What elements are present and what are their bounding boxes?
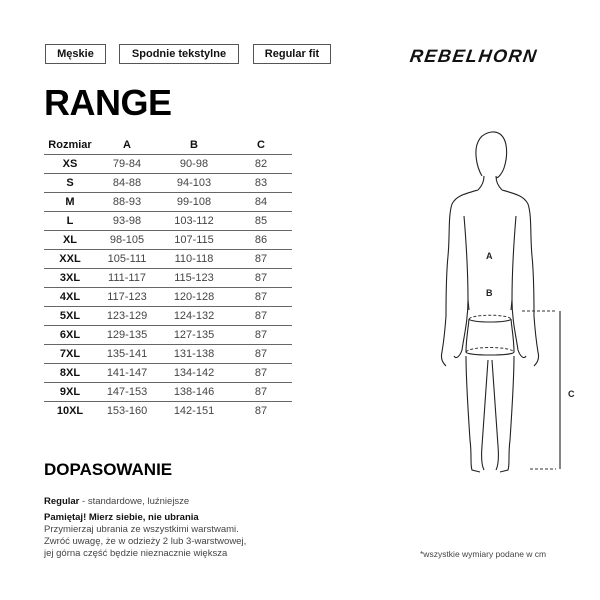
cell-b: 134-142 — [158, 364, 230, 383]
cell-size: M — [44, 193, 96, 212]
cell-a: 135-141 — [96, 345, 158, 364]
cell-b: 90-98 — [158, 155, 230, 174]
cell-a: 98-105 — [96, 231, 158, 250]
cell-c: 85 — [230, 212, 292, 231]
cell-c: 87 — [254, 405, 268, 417]
cell-c: 84 — [230, 193, 292, 212]
table-row — [44, 288, 292, 307]
cell-size: 9XL — [44, 383, 96, 402]
label-c: C — [568, 389, 575, 399]
header-size: Rozmiar — [44, 136, 96, 155]
cell-size: 5XL — [44, 307, 96, 326]
tag-gender: Męskie — [45, 44, 106, 64]
cell-a: 105-111 — [96, 250, 158, 269]
header-a: A — [96, 136, 158, 155]
cell-c: 86 — [230, 231, 292, 250]
table-row — [44, 155, 292, 174]
table-row — [44, 364, 292, 383]
cell-b: 94-103 — [158, 174, 230, 193]
table-row — [44, 383, 292, 402]
cell-b: 142-151 — [173, 405, 215, 417]
cell-c: 87 — [230, 345, 292, 364]
cell-c: 87 — [230, 364, 292, 383]
table-row — [44, 402, 292, 421]
label-a: A — [486, 251, 493, 261]
table-row — [44, 345, 292, 364]
cell-a: 84-88 — [96, 174, 158, 193]
cell-size: XL — [44, 231, 96, 250]
table-row — [44, 212, 292, 231]
tag-category: Spodnie tekstylne — [119, 44, 239, 64]
cell-b: 120-128 — [158, 288, 230, 307]
cell-size: XXL — [44, 250, 96, 269]
cell-b: 107-115 — [158, 231, 230, 250]
tag-fit: Regular fit — [253, 44, 331, 64]
table-row — [44, 250, 292, 269]
table-row — [44, 174, 292, 193]
reminder-line: jej górna część będzie nieznacznie większa — [44, 548, 228, 559]
fit-description — [44, 496, 246, 508]
table-row — [44, 231, 292, 250]
cell-size: 6XL — [44, 326, 96, 345]
table-row — [44, 326, 292, 345]
reminder-title: Pamiętaj! Mierz siebie, nie ubrania — [44, 512, 199, 523]
fit-section-title: DOPASOWANIE — [44, 460, 173, 479]
cell-a: 93-98 — [96, 212, 158, 231]
cell-b: 131-138 — [158, 345, 230, 364]
table-row — [44, 193, 292, 212]
brand-logo: REBELHORN — [408, 46, 539, 66]
table-row — [44, 307, 292, 326]
cell-b: 115-123 — [158, 269, 230, 288]
body-measurement-figure — [420, 120, 590, 480]
header-c: C — [230, 136, 292, 155]
units-footnote: *wszystkie wymiary podane w cm — [420, 549, 547, 559]
cell-c: 87 — [230, 250, 292, 269]
cell-a: 141-147 — [96, 364, 158, 383]
cell-c: 87 — [230, 269, 292, 288]
cell-b: 124-132 — [158, 307, 230, 326]
cell-a: 111-117 — [96, 269, 158, 288]
cell-size: 3XL — [44, 269, 96, 288]
fit-notes — [44, 496, 246, 560]
cell-a: 117-123 — [96, 288, 158, 307]
cell-a: 129-135 — [96, 326, 158, 345]
size-table — [44, 136, 292, 420]
reminder-line: Zwróć uwagę, że w odzieży 2 lub 3-warstwowej, — [44, 536, 247, 547]
cell-a: 147-153 — [96, 383, 158, 402]
label-b: B — [486, 288, 493, 298]
table-header-row — [44, 136, 292, 155]
cell-size: 4XL — [44, 288, 96, 307]
cell-c: 83 — [230, 174, 292, 193]
cell-c: 87 — [230, 288, 292, 307]
cell-size: XS — [44, 155, 96, 174]
cell-a: 79-84 — [96, 155, 158, 174]
measure-b-line — [466, 348, 514, 353]
fit-desc: - standardowe, luźniejsze — [79, 496, 190, 507]
reminder-line: Przymierzaj ubrania ze wszystkimi warstwami. — [44, 524, 239, 535]
neck-left — [478, 176, 484, 190]
page-title: RANGE — [44, 82, 172, 123]
cell-c: 82 — [230, 155, 292, 174]
cell-a: 153-160 — [106, 405, 148, 417]
cell-size: 10XL — [56, 405, 84, 417]
cell-b: 99-108 — [158, 193, 230, 212]
cell-c: 87 — [230, 326, 292, 345]
cell-size: S — [44, 174, 96, 193]
header-b: B — [158, 136, 230, 155]
cell-b: 138-146 — [158, 383, 230, 402]
cell-size: 7XL — [44, 345, 96, 364]
table-row — [44, 269, 292, 288]
cell-a: 123-129 — [96, 307, 158, 326]
cell-b: 127-135 — [158, 326, 230, 345]
cell-c: 87 — [230, 383, 292, 402]
cell-b: 110-118 — [158, 250, 230, 269]
cell-c: 87 — [230, 307, 292, 326]
cell-b: 103-112 — [158, 212, 230, 231]
measure-a-line — [469, 315, 511, 319]
cell-size: L — [44, 212, 96, 231]
cell-a: 88-93 — [96, 193, 158, 212]
fit-name: Regular — [44, 496, 80, 507]
cell-size: 8XL — [44, 364, 96, 383]
